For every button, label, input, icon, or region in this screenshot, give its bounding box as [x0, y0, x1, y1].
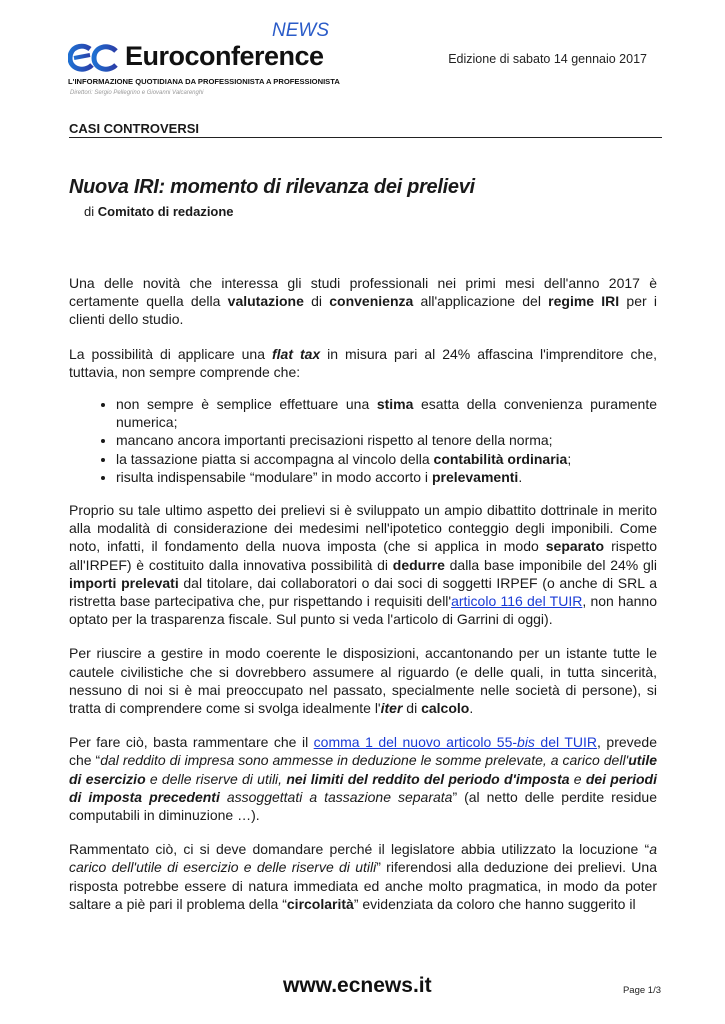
text-run: Per fare ciò, basta rammentare che il: [69, 734, 314, 751]
bullet-list: [69, 395, 657, 486]
text-run: stima: [376, 396, 414, 413]
text-run: La possibilità di applicare una: [69, 345, 272, 362]
text-run: contabilità ordinaria: [433, 450, 568, 467]
text-run: regime IRI: [548, 293, 620, 310]
text-run: .: [469, 700, 474, 717]
text-run: all'applicazione del: [413, 293, 549, 310]
text-run: Rammentato ciò, ci si deve domandare perché il legislatore abbia utilizzato la locuzione “: [69, 841, 650, 858]
text-run: dal reddito di impresa sono ammesse in deduzione le somme prelevate, a carico dell': [100, 752, 629, 769]
tagline: L'INFORMAZIONE QUOTIDIANA DA PROFESSIONISTA A PROFESSIONISTA: [68, 77, 340, 86]
text-run: assoggettati a tassazione separata: [219, 788, 453, 805]
text-run: .: [518, 468, 523, 485]
text-run: esatta della convenienza puramente numerica;: [116, 396, 657, 431]
text-run: e: [569, 770, 586, 787]
text-run: di: [402, 700, 422, 717]
byline-prefix: di: [84, 204, 95, 219]
ec-logo-icon: [68, 43, 120, 73]
text-run: dalla base imponibile del 24% gli: [444, 556, 657, 573]
paragraph: [69, 501, 657, 628]
text-run: calcolo: [421, 700, 470, 717]
paragraph: [69, 733, 657, 824]
text-run: risulta indispensabile “modulare” in modo accorto i: [116, 468, 432, 485]
article-title: Nuova IRI: momento di rilevanza dei prelievi: [69, 176, 475, 198]
article-link[interactable]: comma 1 del nuovo articolo 55-: [313, 734, 518, 751]
list-item: [116, 395, 657, 431]
text-run: mancano ancora importanti precisazioni rispetto al tenore della norma;: [116, 432, 553, 449]
list-item: [116, 431, 657, 449]
text-run: iter: [380, 700, 403, 717]
text-run: ” evidenziata da coloro che hanno suggerito il: [353, 895, 636, 912]
text-run: dei periodi di imposta precedenti: [69, 770, 657, 805]
euroconference-logo: [68, 20, 340, 100]
text-run: circolarità: [286, 895, 354, 912]
text-run: per i clienti dello studio.: [69, 293, 657, 328]
page-number: Page 1/3: [622, 985, 661, 996]
footer-url[interactable]: www.ecnews.it: [283, 974, 432, 997]
text-run: utile di esercizio: [69, 752, 658, 787]
list-item: [116, 450, 657, 468]
brand-name: Euroconference: [125, 41, 324, 71]
text-run: ” riferendosi alla deduzione dei prelievi. Una risposta potrebbe essere di natura immediata ed anche molto pragmatica, in modo da poter saltare a piè pari il problema della “: [69, 859, 657, 912]
article-link[interactable]: bis: [517, 734, 535, 751]
text-run: dal titolare, dai collaboratori o dai soci di soggetti IRPEF (o anche di SRL a ristretta base partecipativa che, pur rispettando i requisiti dell': [69, 574, 657, 610]
paragraph: [69, 840, 657, 913]
text-run: la tassazione piatta si accompagna al vincolo della: [116, 450, 434, 467]
text-run: nei limiti del reddito del periodo d'imposta: [286, 770, 570, 787]
text-run: in misura pari al 24% affascina l'imprenditore che, tuttavia, non sempre comprende che:: [69, 345, 657, 380]
article-link[interactable]: del TUIR: [534, 734, 598, 751]
text-run: rispetto all'IRPEF) è costituito dalla innovativa possibilità di: [69, 538, 657, 573]
divider: [69, 137, 662, 138]
text-run: di: [303, 293, 330, 310]
directors: Direttori: Sergio Pellegrino e Giovanni Valcarenghi: [70, 90, 204, 96]
article-link[interactable]: articolo 116 del TUIR: [451, 593, 583, 610]
byline: [84, 204, 234, 220]
text-run: a carico dell'utile di esercizio e delle riserve di utili: [69, 841, 657, 876]
text-run: ;: [567, 450, 572, 467]
text-run: non sempre è semplice effettuare una: [116, 396, 377, 413]
text-run: Per riuscire a gestire in modo coerente le disposizioni, accantonando per un istante tutte le cautele civilistiche che si dovrebbero assumere al riguardo (e delle quali, in tutta sincerità, nessuno di noi si è mai preoccupato nel passato, specialmente nelle società di persone), si tratta di comprendere come si svolga idealmente l': [69, 645, 657, 717]
paragraph: [69, 274, 657, 329]
section-heading: CASI CONTROVERSI: [69, 121, 200, 136]
edition-date: Edizione di sabato 14 gennaio 2017: [448, 52, 647, 66]
text-run: , non hanno optato per la trasparenza fiscale. Sul punto si veda l'articolo di Garrini di oggi).: [69, 593, 657, 628]
news-label: NEWS: [272, 20, 329, 41]
text-run: Proprio su tale ultimo aspetto dei prelievi si è sviluppato un ampio dibattito dottrinale in merito alla modalità di considerazione dei medesimi nell'ipotetico conteggio degli imponibili. Come noto, infatti, il fondamento della nuova imposta (che si applica in modo: [69, 502, 657, 555]
author: Comitato di redazione: [97, 204, 234, 219]
text-run: dedurre: [392, 556, 445, 573]
paragraph: [69, 345, 657, 381]
article-body: [69, 274, 657, 929]
paragraph: [69, 644, 657, 717]
text-run: , prevede che “: [69, 734, 658, 769]
text-run: e delle riserve di utili,: [145, 770, 287, 787]
text-run: convenienza: [329, 293, 414, 310]
list-item: [116, 468, 657, 486]
text-run: valutazione: [227, 293, 304, 310]
text-run: Una delle novità che interessa gli studi professionali nei primi mesi dell'anno 2017 è certamente quella della: [69, 275, 657, 310]
text-run: ” (al netto delle perdite residue computabili in diminuzione …).: [69, 788, 657, 824]
text-run: importi prelevati: [69, 574, 179, 591]
text-run: prelevamenti: [431, 468, 519, 485]
text-run: flat tax: [271, 345, 321, 362]
text-run: separato: [545, 538, 605, 555]
